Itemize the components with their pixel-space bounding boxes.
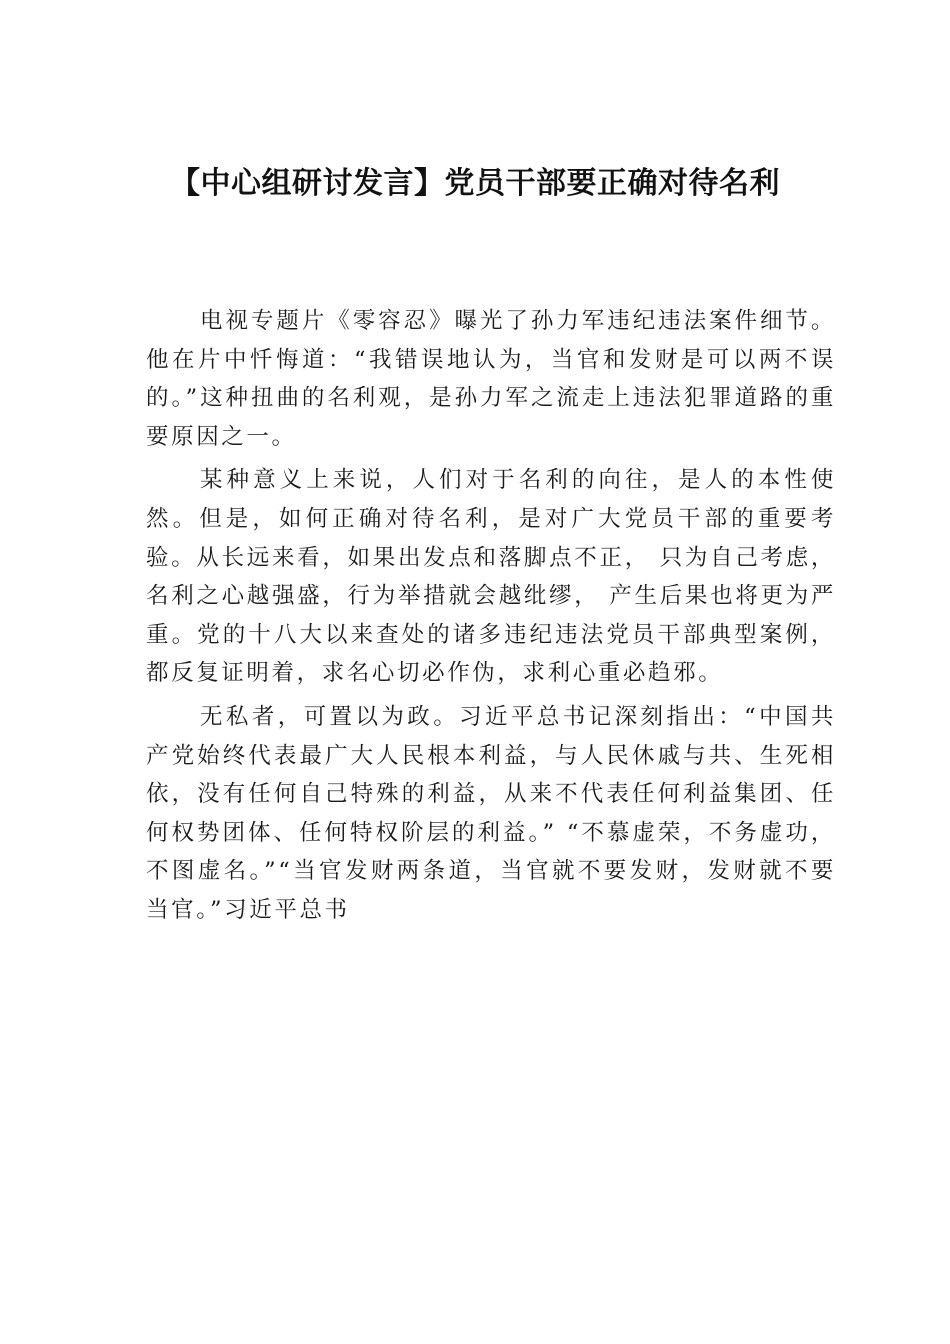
paragraph-2: 某种意义上来说，人们对于名利的向往，是人的本性使然。但是，如何正确对待名利，是对广大党员干部的重要考验。从长远来看，如果出发点和落脚点不正， 只为自己考虑，名利之心越强盛，行为举措就会越纰缪， 产生后果也将更为严重。党的十八大以来查处的诸多违纪违法党员干部典型案例，都反复证明着，求名心切必作伪，求利心重必趋邪。: [146, 467, 836, 687]
document-title: 【中心组研讨发言】党员干部要正确对待名利: [170, 166, 780, 201]
paragraph-3: 无私者，可置以为政。习近平总书记深刻指出：“中国共产党始终代表最广大人民根本利益，与人民休戚与共、生死相依，没有任何自己特殊的利益，从来不代表任何利益集团、任何权势团体、任何特权阶层的利益。” “不慕虚荣，不务虚功，不图虚名。”“当官发财两条道，当官就不要发财，发财就不要当官。”习近平总书: [146, 703, 836, 923]
document-body: [146, 302, 836, 935]
paragraph-1: 电视专题片《零容忍》曝光了孙力军违纪违法案件细节。他在片中忏悔道：“我错误地认为，当官和发财是可以两不误的。”这种扭曲的名利观，是孙力军之流走上违法犯罪道路的重要原因之一。: [146, 308, 836, 450]
